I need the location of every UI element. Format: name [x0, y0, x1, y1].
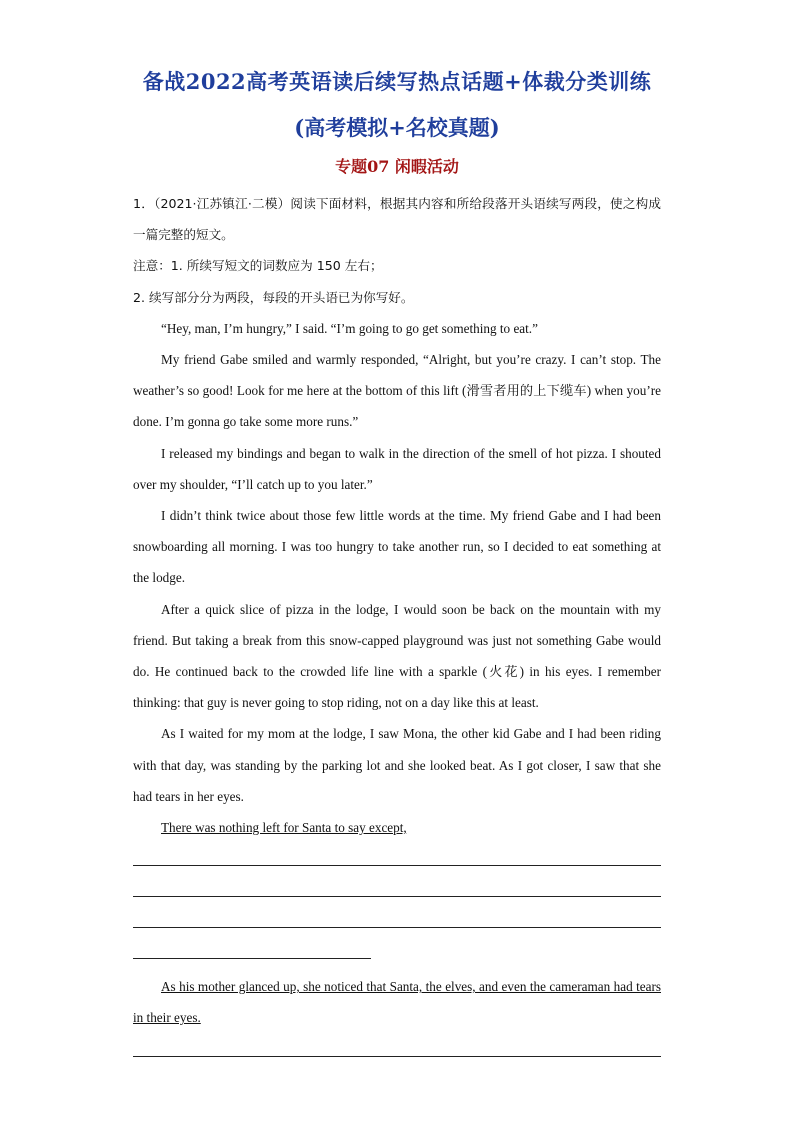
document-title: 备战2022高考英语读后续写热点话题+体裁分类训练: [142, 69, 652, 94]
answer-line[interactable]: [133, 958, 371, 959]
continuation-opening-2: As his mother glanced up, she noticed that Santa, the elves, and even the cameraman had tears in their eyes.: [133, 979, 661, 1026]
passage-paragraph-1: “Hey, man, I’m hungry,” I said. “I’m going to go get something to eat.”: [161, 320, 538, 336]
question-intro: 1．（2021·江苏镇江·二模）阅读下面材料，根据其内容和所给段落开头语续写两段，使之构成一篇完整的短文。: [133, 196, 661, 243]
answer-line[interactable]: [133, 865, 661, 866]
passage-paragraph-5: After a quick slice of pizza in the lodge, I would soon be back on the mountain with my friend. But taking a break from this snow-capped playground was just not something Gabe would do. He continued back to the crowded life line with a sparkle (火花) in his eyes. I remember thinking: that guy is never going to stop riding, not on a day like this at least.: [133, 601, 661, 711]
answer-line[interactable]: [133, 927, 661, 928]
continuation-opening-1-text: There was nothing left for Santa to say except,: [161, 820, 407, 836]
answer-line[interactable]: [133, 896, 661, 897]
passage-paragraph-4: I didn’t think twice about those few little words at the time. My friend Gabe and I had been snowboarding all morning. I was too hungry to take another run, so I decided to eat something at the lodge.: [133, 508, 661, 586]
passage-paragraph-3: I released my bindings and began to walk in the direction of the smell of hot pizza. I shouted over my shoulder, “I’ll catch up to you later.”: [133, 445, 661, 492]
question-content: [133, 188, 661, 1057]
topic-heading: 专题07 闲暇活动: [335, 157, 459, 176]
passage-paragraph-6: As I waited for my mom at the lodge, I saw Mona, the other kid Gabe and I had been riding with that day, was standing by the parking lot and she looked beat. As I got closer, I saw that she had tears in her eyes.: [133, 726, 661, 804]
answer-line[interactable]: [133, 1056, 661, 1057]
document-title-subline: (高考模拟+名校真题): [294, 115, 500, 140]
question-note-1: 注意：1. 所续写短文的词数应为 150 左右；: [133, 258, 383, 274]
passage-paragraph-2: My friend Gabe smiled and warmly responded, “Alright, but you’re crazy. I can’t stop. The weather’s so good! Look for me here at the bottom of this lift (滑雪者用的上下缆车) when you’re done. I’m gonna go take some more runs.”: [133, 352, 661, 430]
continuation-opening-1: [133, 812, 661, 843]
question-note-2: 2. 续写部分分为两段，每段的开头语已为你写好。: [133, 289, 414, 305]
